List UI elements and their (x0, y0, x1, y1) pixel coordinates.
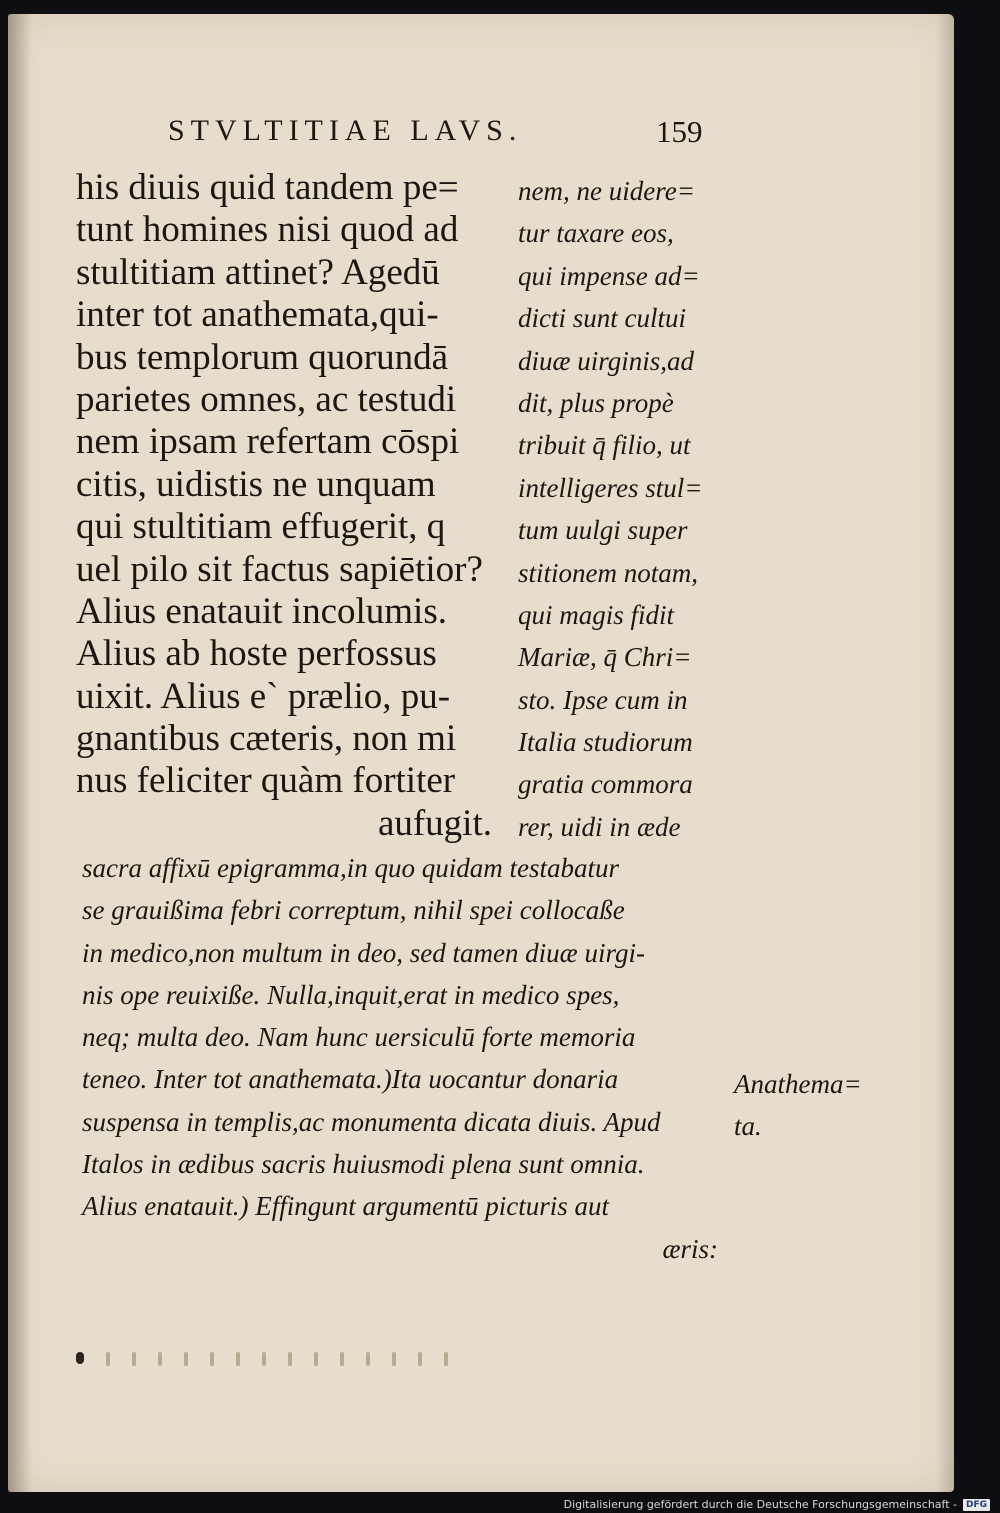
main-line: tunt homines nisi quod ad (76, 209, 459, 251)
footer-credit-text: Digitalisierung gefördert durch die Deutsche Forschungsgemeinschaft - (563, 1498, 957, 1511)
margin-note-line: Anathema= (734, 1069, 862, 1099)
digitization-footer (564, 1498, 990, 1511)
dfg-logo-icon: DFG (963, 1499, 990, 1511)
ink-dot (366, 1352, 370, 1366)
main-line: Alius ab hoste perfossus (76, 633, 437, 675)
side-line: stitionem notam, (518, 557, 698, 588)
main-line: Alius enatauit incolumis. (76, 590, 447, 632)
side-line: intelligeres stul= (518, 472, 703, 503)
main-line: nus feliciter quàm fortiter (76, 760, 456, 802)
margin-note (734, 1063, 862, 1148)
ink-dot (288, 1352, 292, 1366)
comment-line: neq; multa deo. Nam hunc uersiculū forte memoria (82, 1022, 636, 1053)
comment-line: teneo. Inter tot anathemata.)Ita uocantur donaria (82, 1064, 619, 1095)
side-line: dicti sunt cultui (518, 303, 686, 334)
main-line: uixit. Alius e` prælio, pu- (76, 675, 451, 717)
side-line: gratia commora (518, 769, 693, 800)
comment-line: se grauißima febri correptum, nihil spei collocaße (82, 895, 625, 926)
side-line: diuæ uirginis,ad (518, 345, 695, 376)
side-line: qui impense ad= (518, 260, 700, 291)
ink-dot (262, 1352, 266, 1366)
page-edge-shadow (936, 14, 954, 1492)
ink-dot (418, 1352, 422, 1366)
comment-line: sacra affixū epigramma,in quo quidam testabatur (82, 853, 619, 883)
ink-dot (76, 1352, 84, 1364)
side-line: Mariæ, q̄ Chri= (518, 642, 692, 673)
ink-dot (210, 1352, 214, 1366)
comment-line: æris: (662, 1233, 718, 1264)
side-line: tur taxare eos, (518, 218, 674, 249)
comment-line: Italos in ædibus sacris huiusmodi plena sunt omnia. (82, 1149, 645, 1180)
margin-note-line: ta. (734, 1111, 762, 1142)
main-line: nem ipsam refertam cōspi (76, 421, 460, 463)
main-text-column (76, 167, 506, 845)
side-line: Italia studiorum (518, 727, 693, 758)
main-line: qui stultitiam effugerit, q (76, 506, 446, 548)
main-line: stultitiam attinet? Agedū (76, 251, 440, 293)
comment-line: nis ope reuixiße. Nulla,inquit,erat in medico spes, (82, 979, 620, 1010)
main-line: gnantibus cæteris, non mi (76, 718, 457, 760)
ink-dot (132, 1352, 136, 1366)
main-line: parietes omnes, ac testudi (76, 378, 457, 420)
main-line: bus templorum quorundā (76, 336, 449, 378)
comment-line: Alius enatauit.) Effingunt argumentū picturis aut (82, 1191, 609, 1222)
main-line: uel pilo sit factus sapiētior? (76, 548, 483, 590)
page-spine-shadow (8, 14, 32, 1492)
side-line: nem, ne uidere= (518, 176, 695, 206)
ink-dot (184, 1352, 188, 1366)
side-line: tribuit q̄ filio, ut (518, 430, 691, 461)
comment-line: in medico,non multum in deo, sed tamen diuæ uirgi- (82, 937, 645, 968)
side-line: qui magis fidit (518, 599, 675, 630)
bleed-through-dots (76, 1352, 448, 1366)
main-line: his diuis quid tandem pe= (76, 167, 459, 208)
commentary-side-column (518, 170, 728, 848)
commentary-block (82, 847, 732, 1270)
ink-dot (314, 1352, 318, 1366)
comment-line: suspensa in templis,ac monumenta dicata diuis. Apud (82, 1106, 661, 1137)
main-line: citis, uidistis ne unquam (76, 463, 436, 505)
book-page (8, 14, 954, 1492)
side-line: dit, plus propè (518, 387, 674, 418)
side-line: tum uulgi super (518, 515, 688, 546)
main-line: aufugit. (377, 802, 492, 844)
ink-dot (444, 1352, 448, 1366)
ink-dot (340, 1352, 344, 1366)
side-line: sto. Ipse cum in (518, 684, 688, 715)
page-number: 159 (656, 114, 703, 149)
ink-dot (106, 1352, 110, 1366)
ink-dot (392, 1352, 396, 1366)
main-line: inter tot anathemata,qui- (76, 294, 439, 336)
ink-dot (158, 1352, 162, 1366)
ink-dot (236, 1352, 240, 1366)
side-line: rer, uidi in æde (518, 811, 681, 842)
running-head: STVLTITIAE LAVS. (168, 114, 523, 147)
